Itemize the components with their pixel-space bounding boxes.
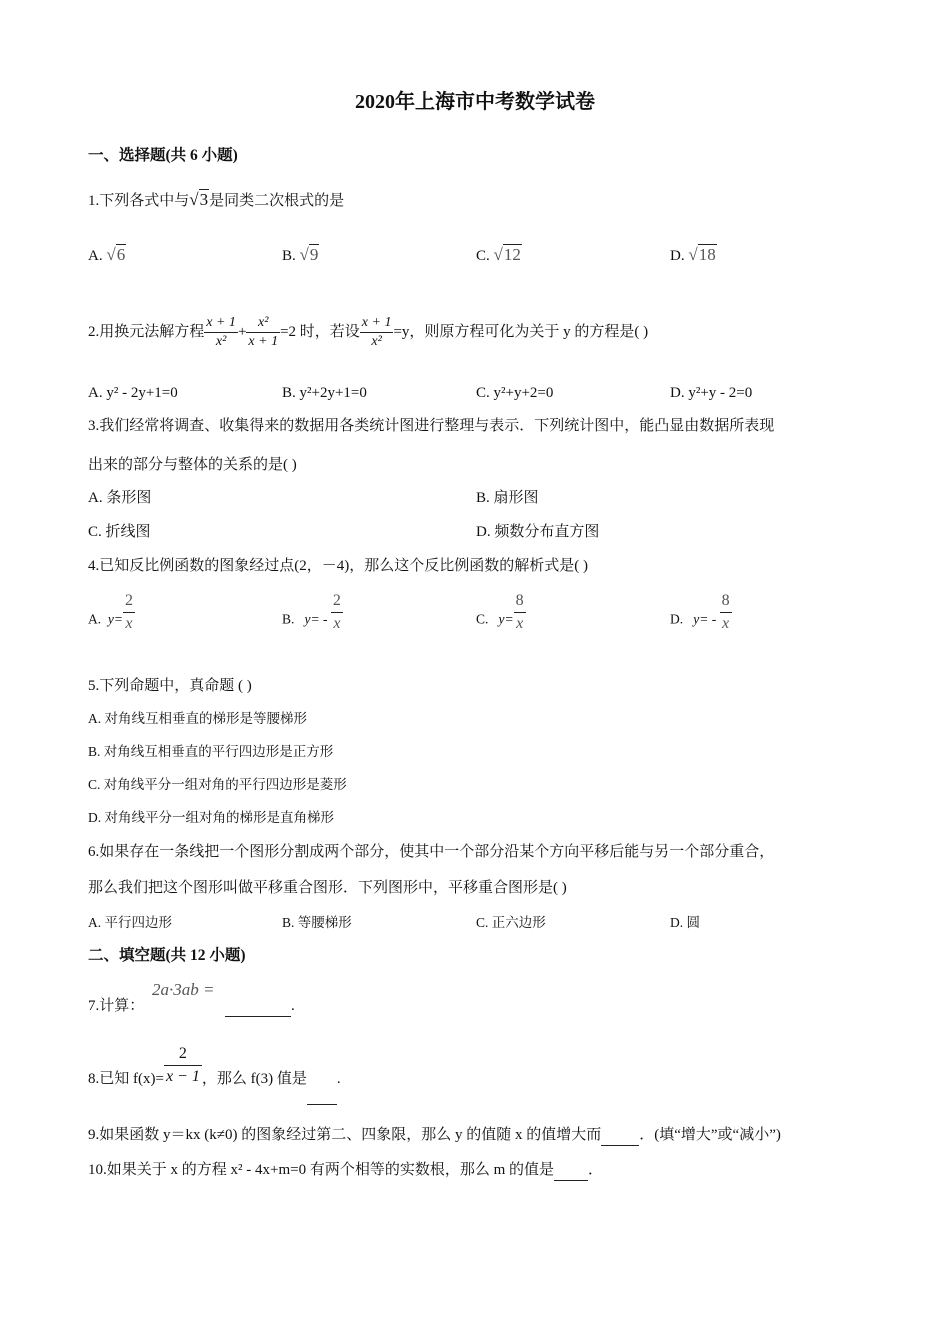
section-heading-fill-in: 二、填空题(共 12 小题) bbox=[88, 947, 246, 964]
question-5-stem: 5.下列命题中，真命题 ( ) bbox=[88, 678, 252, 694]
q2-option-c[interactable]: C. y²+y+2=0 bbox=[476, 385, 554, 401]
q1-option-d-radical: √18 bbox=[688, 245, 716, 264]
q8-fraction: $\frac{2}{x - 1}$ bbox=[165, 1045, 200, 1086]
q1-option-b-radical: √9 bbox=[299, 245, 319, 264]
q3-option-c[interactable]: C. 折线图 bbox=[88, 524, 151, 540]
q2-fraction-3: $\frac{x + 1}{\text{x²}}$ bbox=[361, 315, 392, 350]
q1-option-b[interactable]: B. √9 bbox=[282, 245, 319, 264]
question-3-line-2: 出来的部分与整体的关系的是( ) bbox=[88, 457, 297, 473]
question-6-line-2: 那么我们把这个图形叫做平移重合图形．下列图形中，平移重合图形是( ) bbox=[88, 880, 567, 896]
q6-option-b[interactable]: B. 等腰梯形 bbox=[282, 915, 352, 930]
q3-option-d[interactable]: D. 频数分布直方图 bbox=[476, 524, 600, 540]
q1-option-a-radical: √6 bbox=[106, 245, 126, 264]
q4-option-c-fraction: $\frac{8}{x}$ bbox=[515, 592, 524, 632]
q2-fraction-2: $\frac{\text{x²}}{x + 1}$ bbox=[248, 315, 279, 350]
page-title: 2020年上海市中考数学试卷 bbox=[355, 91, 595, 113]
q4-option-d-fraction: $\frac{8}{x}$ bbox=[721, 592, 730, 632]
q6-option-c[interactable]: C. 正六边形 bbox=[476, 915, 546, 930]
q6-option-d[interactable]: D. 圆 bbox=[670, 915, 700, 930]
q2-fraction-1: $\frac{x + 1}{\text{x²}}$ bbox=[206, 315, 236, 350]
question-4-stem: 4.已知反比例函数的图象经过点(2，－4)，那么这个反比例函数的解析式是( ) bbox=[88, 558, 588, 574]
question-7-stem: 7.计算： bbox=[88, 998, 145, 1014]
q7-expression: 2a·3ab = bbox=[152, 980, 215, 999]
q5-option-c[interactable]: C. 对角线平分一组对角的平行四边形是菱形 bbox=[88, 777, 347, 792]
question-1-stem bbox=[88, 190, 344, 211]
q7-answer[interactable]: . bbox=[225, 996, 295, 1017]
q10-answer-blank[interactable] bbox=[554, 1160, 588, 1181]
q1-radical: √3 bbox=[189, 190, 209, 209]
q4-option-d[interactable]: D. y= - $\frac{8}{x}$ bbox=[670, 590, 732, 640]
q1-stem-end: 是同类二次根式的是 bbox=[209, 193, 345, 209]
q4-option-c[interactable]: C. y= $\frac{8}{x}$ bbox=[476, 590, 526, 640]
question-6-line-1: 6.如果存在一条线把一个图形分割成两个部分，使其中一个部分沿某个方向平移后能与另一个部分重合， bbox=[88, 844, 775, 860]
q3-option-a[interactable]: A. 条形图 bbox=[88, 490, 152, 506]
q2-option-d[interactable]: D. y²+y - 2=0 bbox=[670, 385, 753, 401]
q8-answer-blank[interactable] bbox=[307, 1054, 337, 1105]
question-3-line-1: 3.我们经常将调查、收集得来的数据用各类统计图进行整理与表示．下列统计图中，能凸显由数据所表现 bbox=[88, 418, 775, 434]
q4-option-a-fraction: $\frac{2}{x}$ bbox=[124, 592, 133, 632]
q1-option-c-radical: √12 bbox=[493, 245, 521, 264]
question-9: 9.如果函数 y＝kx (k≠0) 的图象经过第二、四象限，那么 y 的值随 x 的值增大而 ．(填“增大”或“减小”) bbox=[88, 1125, 781, 1146]
section-heading-choice: 一、选择题(共 6 小题) bbox=[88, 147, 238, 164]
q5-option-b[interactable]: B. 对角线互相垂直的平行四边形是正方形 bbox=[88, 744, 334, 759]
q5-option-a[interactable]: A. 对角线互相垂直的梯形是等腰梯形 bbox=[88, 711, 307, 726]
q9-answer-blank[interactable] bbox=[601, 1125, 639, 1146]
question-8-stem: 8.已知 f(x)= $\frac{2}{x - 1}$ ，那么 f(3) 值是 . bbox=[88, 1040, 341, 1090]
question-10: 10.如果关于 x 的方程 x² - 4x+m=0 有两个相等的实数根，那么 m 的值是 ． bbox=[88, 1160, 603, 1181]
q5-option-d[interactable]: D. 对角线平分一组对角的梯形是直角梯形 bbox=[88, 810, 334, 825]
question-2-stem: 2.用换元法解方程 $\frac{x + 1}{\text{x²}}$ + $\frac{\text{x²}}{x + 1}$ =2 时，若设 $\frac{x + 1}{\text{x²}}$ =y，则原方程可化为关于 y 的方程是( ) bbox=[88, 315, 649, 350]
q1-option-a[interactable]: A. √6 bbox=[88, 245, 126, 264]
q4-option-b[interactable]: B. y= - $\frac{2}{x}$ bbox=[282, 590, 343, 640]
q1-option-d[interactable]: D. √18 bbox=[670, 245, 716, 264]
q4-option-a[interactable]: A. y= $\frac{2}{x}$ bbox=[88, 590, 135, 640]
q6-option-a[interactable]: A. 平行四边形 bbox=[88, 915, 172, 930]
q4-option-b-fraction: $\frac{2}{x}$ bbox=[332, 592, 341, 632]
q3-option-b[interactable]: B. 扇形图 bbox=[476, 490, 539, 506]
q2-option-b[interactable]: B. y²+2y+1=0 bbox=[282, 385, 367, 401]
q2-option-a[interactable]: A. y² - 2y+1=0 bbox=[88, 385, 178, 401]
q1-option-c[interactable]: C. √12 bbox=[476, 245, 521, 264]
q1-stem-start: 1.下列各式中与 bbox=[88, 193, 190, 209]
